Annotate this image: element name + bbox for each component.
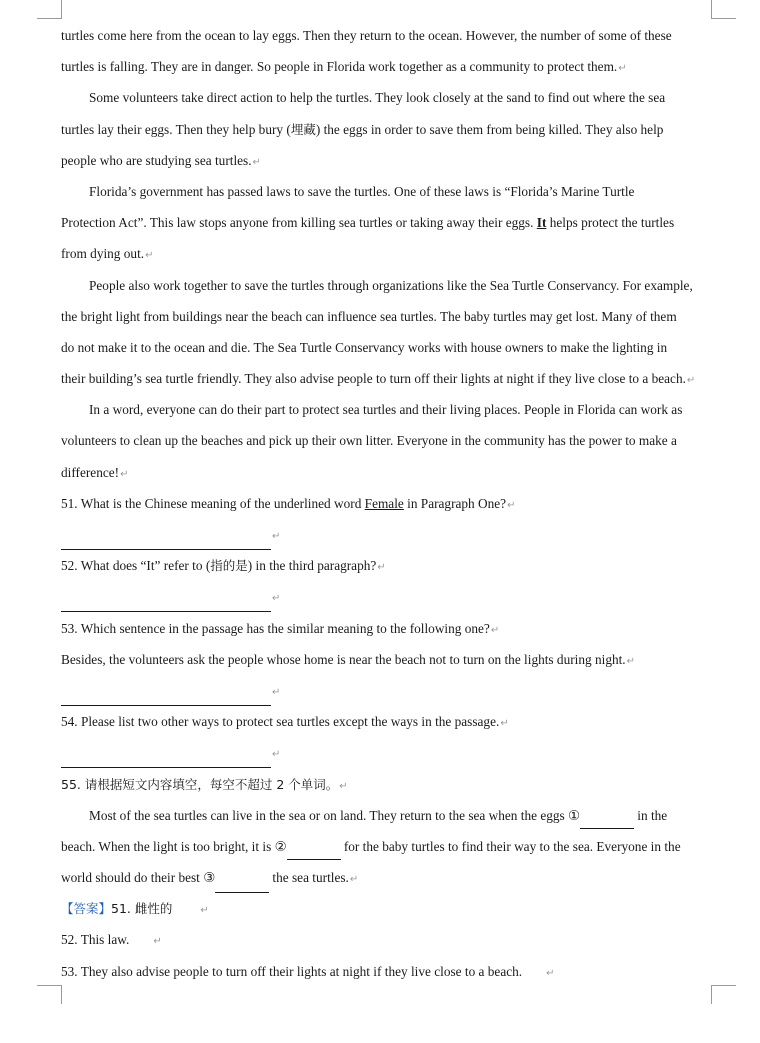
answer-blank: ↵ [61, 677, 721, 708]
q55-text-line: world should do their best ③ the sea turtles.↵ [61, 864, 721, 895]
answer-blank: ↵ [61, 583, 721, 614]
answer-blank: ↵ [61, 521, 721, 552]
text-line: their building’s sea turtle friendly. They also advise people to turn off their lights at night if they live close to a beach.↵ [61, 371, 696, 387]
underlined-word-it: It [536, 215, 547, 231]
text-line: turtles is falling. They are in danger. So people in Florida work together as a community to protect them.↵ [61, 59, 627, 75]
question-53-sentence: Besides, the volunteers ask the people whose home is near the beach not to turn on the lights during night.↵ [61, 651, 636, 667]
text-line: people who are studying sea turtles.↵ [61, 152, 261, 168]
answer-blank: ↵ [61, 739, 721, 770]
answer-label: 【答案】 [61, 901, 112, 917]
text-line: from dying out.↵ [61, 246, 154, 262]
text-line: turtles lay their eggs. Then they help bury (埋藏) the eggs in order to save them from being killed. They also help [61, 121, 664, 137]
crop-mark-top-left [37, 0, 62, 19]
text-line: difference!↵ [61, 464, 129, 480]
question-54: 54. Please list two other ways to protect sea turtles except the ways in the passage.↵ [61, 714, 509, 730]
question-51: 51. What is the Chinese meaning of the underlined word Female in Paragraph One?↵ [61, 495, 516, 511]
question-55: 55. 请根据短文内容填空，每空不超过 2 个单词。↵ [61, 776, 348, 792]
answer-52: 52. This law. ↵ [61, 932, 162, 948]
q55-text-line: Most of the sea turtles can live in the sea or on land. They return to the sea when the eggs ① in the [61, 802, 721, 833]
underlined-word-female: Female [364, 495, 404, 511]
text-line: turtles come here from the ocean to lay eggs. Then they return to the ocean. However, the number of some of these [61, 28, 672, 43]
text-line: Some volunteers take direct action to help the turtles. They look closely at the sand to find out where the sea [89, 90, 666, 106]
text-line: the bright light from buildings near the beach can influence sea turtles. The baby turtles may get lost. Many of them [61, 308, 677, 324]
text-line: In a word, everyone can do their part to protect sea turtles and their living places. People in Florida can work as [89, 402, 683, 418]
text-line: volunteers to clean up the beaches and pick up their own litter. Everyone in the community has the power to make a [61, 433, 677, 449]
document-body [61, 22, 721, 989]
answer-51: 【答案】51. 雌性的 ↵ [61, 901, 209, 917]
text-line: Florida’s government has passed laws to save the turtles. One of these laws is “Florida’s Marine Turtle [89, 183, 635, 199]
text-line: Protection Act”. This law stops anyone from killing sea turtles or taking away their eggs. It helps protect the turtles [61, 215, 675, 231]
crop-mark-top-right [711, 0, 736, 19]
answer-53: 53. They also advise people to turn off their lights at night if they live close to a beach. ↵ [61, 963, 555, 979]
q55-text-line: beach. When the light is too bright, it is ② for the baby turtles to find their way to the sea. Everyone in the [61, 833, 721, 864]
question-53: 53. Which sentence in the passage has the similar meaning to the following one?↵ [61, 620, 500, 636]
text-line: People also work together to save the turtles through organizations like the Sea Turtle Conservancy. For example, [89, 277, 693, 293]
text-line: do not make it to the ocean and die. The Sea Turtle Conservancy works with house owners to make the lighting in [61, 339, 668, 355]
question-52: 52. What does “It” refer to (指的是) in the third paragraph?↵ [61, 558, 386, 574]
crop-mark-bottom-left [37, 985, 62, 1004]
